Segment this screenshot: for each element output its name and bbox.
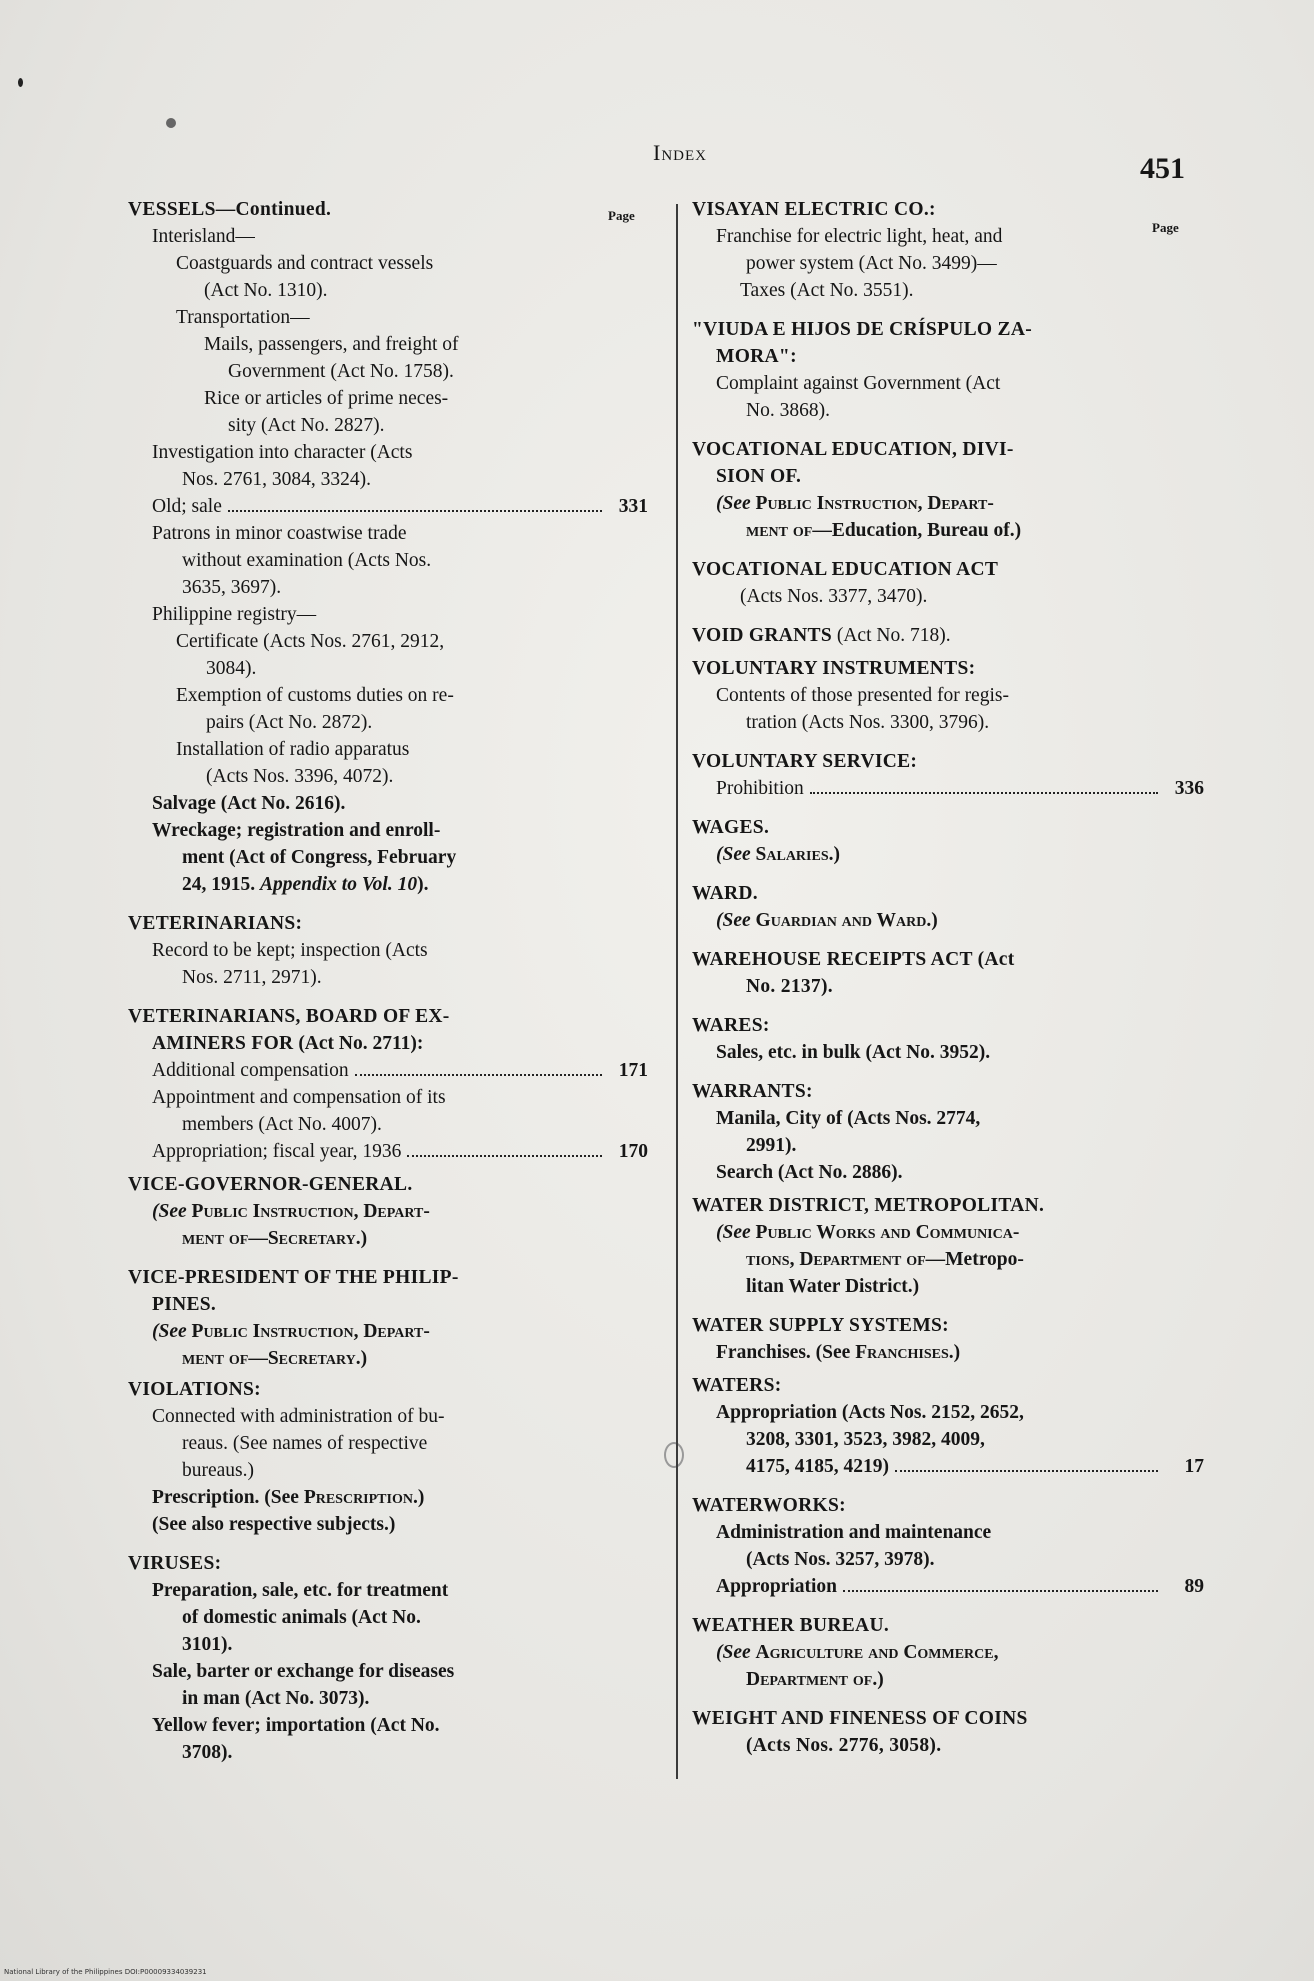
index-heading: VOLUNTARY SERVICE: — [692, 751, 918, 772]
index-subentry: Taxes (Act No. 3551). — [740, 280, 914, 301]
index-subentry-cont: Nos. 2761, 3084, 3324). — [182, 469, 372, 490]
index-heading: VISAYAN ELECTRIC CO.: — [692, 199, 936, 220]
index-heading: WAREHOUSE RECEIPTS ACT (Act — [692, 949, 1015, 970]
index-heading-cont: No. 2137). — [746, 976, 833, 997]
entry-text: AMINERS FOR — [152, 1033, 294, 1054]
index-heading: WEIGHT AND FINENESS OF COINS — [692, 1708, 1028, 1729]
entry-text: Appropriation; fiscal year, 1936 — [152, 1141, 402, 1162]
page-number: 451 — [1140, 152, 1185, 185]
index-subentry: Wreckage; registration and enroll- — [152, 820, 441, 841]
index-subentry-cont — [128, 871, 648, 898]
index-subentry: Salvage (Act No. 2616). — [152, 793, 346, 814]
see-target: Prescription.) — [303, 1487, 425, 1508]
index-heading: WARD. — [692, 883, 758, 904]
see-target: —Metropo- — [925, 1249, 1024, 1270]
index-subentry — [128, 1057, 648, 1084]
see-reference — [692, 907, 1204, 934]
index-subentry-cont: 3708). — [182, 1742, 233, 1763]
index-subentry: Interisland— — [152, 226, 255, 247]
dot-leader — [843, 1590, 1158, 1592]
index-heading: VETERINARIANS: — [128, 913, 303, 934]
see-target: ment of — [746, 520, 813, 541]
index-subentry-cont: bureaus.) — [182, 1460, 255, 1481]
see-label: (See — [716, 1222, 751, 1243]
index-subentry-cont: power system (Act No. 3499)— — [746, 253, 997, 274]
index-heading: VOLUNTARY INSTRUMENTS: — [692, 658, 976, 679]
page-ref: 331 — [618, 496, 648, 517]
index-heading-cont — [128, 1030, 648, 1057]
index-heading: VOCATIONAL EDUCATION ACT — [692, 559, 999, 580]
index-subentry: Coastguards and contract vessels — [176, 253, 434, 274]
index-subentry: Franchise for electric light, heat, and — [716, 226, 1003, 247]
index-subentry-cont: pairs (Act No. 2872). — [206, 712, 373, 733]
index-subentry: Transportation— — [176, 307, 310, 328]
index-subentry: Sale, barter or exchange for diseases — [152, 1661, 455, 1682]
see-label: (See — [716, 910, 751, 931]
see-target-cont: litan Water District.) — [746, 1276, 920, 1297]
see-label: (See — [716, 493, 751, 514]
index-subentry: Contents of those presented for regis- — [716, 685, 1009, 706]
index-heading: VIRUSES: — [128, 1553, 222, 1574]
entry-text: Prohibition — [716, 778, 804, 799]
see-target-cont — [692, 1246, 1204, 1273]
index-subentry: Patrons in minor coastwise trade — [152, 523, 407, 544]
index-subentry — [128, 1484, 648, 1511]
entry-text: 24, 1915. — [182, 874, 256, 895]
index-subentry-cont: 2991). — [746, 1135, 797, 1156]
index-heading: VESSELS—Continued. — [128, 199, 332, 220]
index-subentry: Sales, etc. in bulk (Act No. 3952). — [716, 1042, 991, 1063]
index-heading-cont: SION OF. — [716, 466, 802, 487]
entry-text: (Act No. 2711): — [298, 1033, 424, 1054]
index-subentry — [128, 1138, 648, 1165]
page-ref: 89 — [1184, 1576, 1204, 1597]
index-heading: WATERWORKS: — [692, 1495, 846, 1516]
index-heading — [692, 622, 1204, 649]
index-subentry: Yellow fever; importation (Act No. — [152, 1715, 440, 1736]
index-heading-cont: (Acts Nos. 3377, 3470). — [740, 586, 928, 607]
entry-text: VOID GRANTS — [692, 625, 832, 646]
see-target: Public Instruction, Depart- — [191, 1201, 430, 1222]
dot-leader — [228, 510, 602, 512]
scan-credit: National Library of the Philippines DOI:P00009334039231 — [4, 1968, 207, 1976]
see-target: tions, Department of — [746, 1249, 926, 1270]
entry-text: 4175, 4185, 4219) — [746, 1456, 889, 1477]
see-reference — [128, 1198, 648, 1225]
index-heading: WAGES. — [692, 817, 770, 838]
index-heading: VIOLATIONS: — [128, 1379, 261, 1400]
see-label: (See — [716, 1642, 751, 1663]
see-reference — [692, 490, 1204, 517]
see-target: Public Works and Communica- — [755, 1222, 1020, 1243]
dot-leader — [355, 1074, 602, 1076]
page-ref: 336 — [1174, 778, 1204, 799]
index-subentry: Record to be kept; inspection (Acts — [152, 940, 428, 961]
see-target: —Education, Bureau of.) — [812, 520, 1022, 541]
index-heading: WATER DISTRICT, METROPOLITAN. — [692, 1195, 1045, 1216]
index-subentry-cont: (Act No. 1310). — [204, 280, 328, 301]
index-subentry-cont: Government (Act No. 1758). — [228, 361, 454, 382]
index-subentry — [692, 1339, 1204, 1366]
index-heading: WEATHER BUREAU. — [692, 1615, 889, 1636]
index-subentry — [692, 1573, 1204, 1600]
see-target-cont: Department of.) — [746, 1669, 884, 1690]
page-column-label: Page — [608, 208, 635, 223]
entry-text: Prescription. (See — [152, 1487, 299, 1508]
appendix-ref: Appendix to Vol. 10 — [260, 874, 418, 895]
see-target: Franchises.) — [855, 1342, 961, 1363]
binding-hole — [664, 1442, 684, 1468]
index-column-right — [692, 196, 1204, 1759]
index-subentry: Installation of radio apparatus — [176, 739, 410, 760]
see-reference — [692, 1639, 1204, 1666]
index-heading: WATERS: — [692, 1375, 782, 1396]
index-heading: VOCATIONAL EDUCATION, DIVI- — [692, 439, 1014, 460]
see-reference — [692, 1219, 1204, 1246]
index-subentry: Search (Act No. 2886). — [716, 1162, 903, 1183]
index-subentry — [128, 493, 648, 520]
index-heading-cont: (Acts Nos. 2776, 3058). — [746, 1735, 942, 1756]
index-subentry-cont: No. 3868). — [746, 400, 830, 421]
index-subentry: Preparation, sale, etc. for treatment — [152, 1580, 449, 1601]
index-subentry: Philippine registry— — [152, 604, 317, 625]
see-reference — [128, 1318, 648, 1345]
entry-text: Appropriation — [716, 1576, 837, 1597]
see-reference — [692, 841, 1204, 868]
entry-text: (Act No. 718). — [836, 625, 951, 646]
index-subentry-cont: (Acts Nos. 3396, 4072). — [206, 766, 394, 787]
index-heading: VETERINARIANS, BOARD OF EX- — [128, 1006, 450, 1027]
index-heading: WATER SUPPLY SYSTEMS: — [692, 1315, 949, 1336]
see-label: (See — [716, 844, 751, 865]
see-target-cont: ment of—Secretary.) — [182, 1348, 368, 1369]
index-subentry-cont — [692, 1453, 1204, 1480]
see-target: Agriculture and Commerce, — [755, 1642, 999, 1663]
index-subentry-cont: 3084). — [206, 658, 257, 679]
see-target: Public Instruction, Depart- — [755, 493, 994, 514]
index-subentry: Exemption of customs duties on re- — [176, 685, 454, 706]
index-subentry-cont: sity (Act No. 2827). — [228, 415, 385, 436]
index-subentry-cont: in man (Act No. 3073). — [182, 1688, 370, 1709]
index-subentry: Manila, City of (Acts Nos. 2774, — [716, 1108, 981, 1129]
index-subentry: Complaint against Government (Act — [716, 373, 1001, 394]
entry-text: Old; sale — [152, 496, 222, 517]
index-subentry: Rice or articles of prime neces- — [204, 388, 449, 409]
index-subentry-cont: tration (Acts Nos. 3300, 3796). — [746, 712, 990, 733]
index-subentry — [692, 775, 1204, 802]
index-subentry-cont: members (Act No. 4007). — [182, 1114, 382, 1135]
see-target: Salaries.) — [755, 844, 840, 865]
running-head: Index — [653, 140, 707, 165]
index-column-left — [128, 196, 648, 1766]
see-also-reference: (See also respective subjects.) — [152, 1514, 396, 1535]
index-subentry-cont: 3635, 3697). — [182, 577, 282, 598]
index-heading: WARRANTS: — [692, 1081, 813, 1102]
index-subentry-cont: (Acts Nos. 3257, 3978). — [746, 1549, 935, 1570]
index-subentry: Administration and maintenance — [716, 1522, 992, 1543]
column-divider — [676, 204, 678, 1779]
index-subentry: Certificate (Acts Nos. 2761, 2912, — [176, 631, 445, 652]
index-subentry: Mails, passengers, and freight of — [204, 334, 459, 355]
entry-text: Franchises. (See — [716, 1342, 851, 1363]
see-target: Guardian and Ward.) — [755, 910, 938, 931]
ink-speck — [18, 78, 23, 87]
index-heading: VICE-GOVERNOR-GENERAL. — [128, 1174, 413, 1195]
index-subentry: Appropriation (Acts Nos. 2152, 2652, — [716, 1402, 1024, 1423]
index-subentry-cont: 3101). — [182, 1634, 233, 1655]
page-column-label: Page — [1152, 220, 1179, 235]
page-ref: 170 — [618, 1141, 648, 1162]
see-target-cont — [692, 517, 1204, 544]
ink-speck — [166, 118, 176, 128]
index-subentry: Appointment and compensation of its — [152, 1087, 446, 1108]
index-subentry-cont: Nos. 2711, 2971). — [182, 967, 322, 988]
index-subentry: Investigation into character (Acts — [152, 442, 413, 463]
dot-leader — [810, 792, 1158, 794]
index-heading: "VIUDA E HIJOS DE CRÍSPULO ZA- — [692, 319, 1033, 340]
dot-leader — [407, 1155, 602, 1157]
entry-text: ). — [417, 874, 429, 895]
see-target: Public Instruction, Depart- — [191, 1321, 430, 1342]
index-heading-cont: MORA": — [716, 346, 797, 367]
see-label: (See — [152, 1321, 187, 1342]
index-subentry-cont: without examination (Acts Nos. — [182, 550, 432, 571]
index-heading-cont: PINES. — [152, 1294, 217, 1315]
index-subentry-cont: 3208, 3301, 3523, 3982, 4009, — [746, 1429, 985, 1450]
index-subentry-cont: reaus. (See names of respective — [182, 1433, 428, 1454]
dot-leader — [895, 1470, 1158, 1472]
index-subentry: Connected with administration of bu- — [152, 1406, 445, 1427]
index-heading: VICE-PRESIDENT OF THE PHILIP- — [128, 1267, 459, 1288]
see-label: (See — [152, 1201, 187, 1222]
page-ref: 171 — [618, 1060, 648, 1081]
entry-text: Additional compensation — [152, 1060, 349, 1081]
index-subentry-cont: of domestic animals (Act No. — [182, 1607, 421, 1628]
see-target-cont: ment of—Secretary.) — [182, 1228, 368, 1249]
index-heading: WARES: — [692, 1015, 770, 1036]
page-ref: 17 — [1184, 1456, 1204, 1477]
index-subentry-cont: ment (Act of Congress, February — [182, 847, 457, 868]
